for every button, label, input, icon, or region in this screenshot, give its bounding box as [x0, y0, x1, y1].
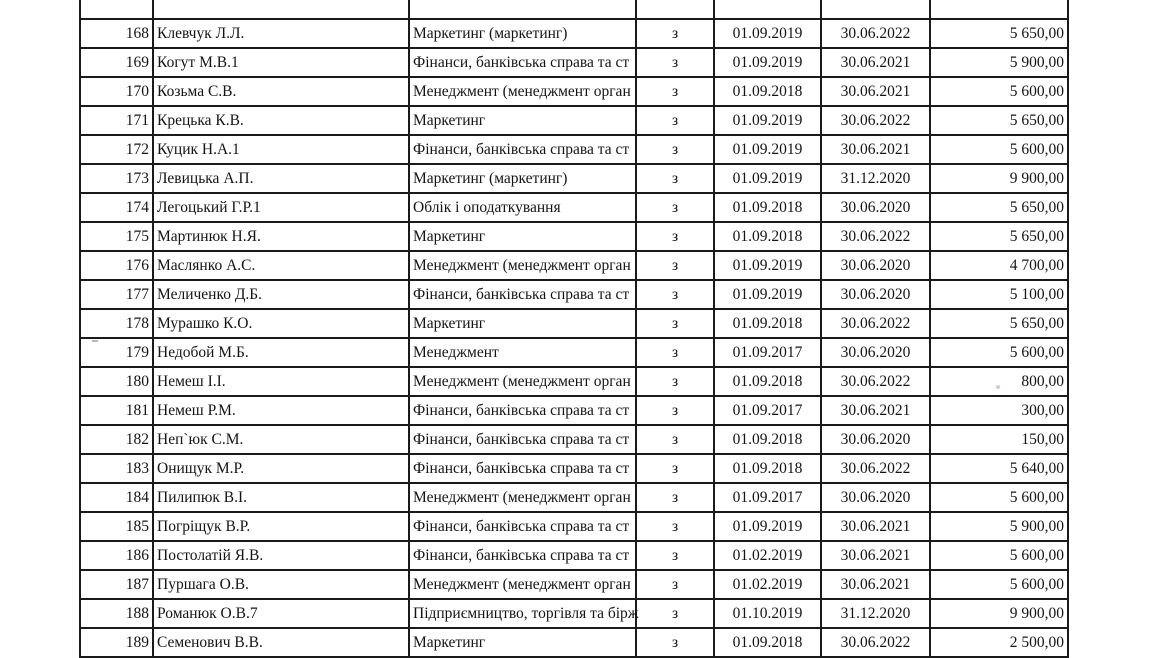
row-number: 184 [80, 483, 153, 512]
end-date: 30.06.2020 [821, 483, 930, 512]
row-number: 168 [80, 19, 153, 48]
end-date: 31.12.2020 [821, 164, 930, 193]
study-program: Облік і оподаткування [409, 193, 636, 222]
student-name: Крецька К.В. [153, 106, 409, 135]
start-date [714, 0, 821, 19]
term-code: з [636, 367, 714, 396]
student-name: Семенович В.В. [153, 628, 409, 657]
row-number: 186 [80, 541, 153, 570]
end-date: 30.06.2022 [821, 106, 930, 135]
student-name: Онищук М.Р. [153, 454, 409, 483]
study-program: Маркетинг [409, 628, 636, 657]
row-number: 170 [80, 77, 153, 106]
term-code [636, 0, 714, 19]
student-name: Маслянко А.С. [153, 251, 409, 280]
amount: 150,00 [930, 425, 1068, 454]
end-date: 30.06.2022 [821, 222, 930, 251]
student-name: Мурашко К.О. [153, 309, 409, 338]
amount: 5 600,00 [930, 541, 1068, 570]
end-date: 30.06.2021 [821, 512, 930, 541]
amount: 5 600,00 [930, 77, 1068, 106]
student-name: Немеш І.І. [153, 367, 409, 396]
table-row [80, 570, 1068, 599]
student-name: Меличенко Д.Б. [153, 280, 409, 309]
study-program: Менеджмент (менеджмент орган [409, 77, 636, 106]
start-date: 01.09.2018 [714, 193, 821, 222]
start-date: 01.09.2019 [714, 251, 821, 280]
student-name: Мартинюк Н.Я. [153, 222, 409, 251]
end-date [821, 0, 930, 19]
start-date: 01.09.2018 [714, 77, 821, 106]
amount: 9 900,00 [930, 599, 1068, 628]
study-program: Фінанси, банківська справа та ст [409, 280, 636, 309]
study-program: Маркетинг [409, 309, 636, 338]
end-date: 30.06.2021 [821, 570, 930, 599]
study-program: Фінанси, банківська справа та ст [409, 454, 636, 483]
amount: 800,00 [930, 367, 1068, 396]
start-date: 01.09.2019 [714, 19, 821, 48]
scan-mark [92, 340, 98, 342]
start-date: 01.09.2019 [714, 135, 821, 164]
table-row [80, 222, 1068, 251]
table-row [80, 19, 1068, 48]
student-name: Клевчук Л.Л. [153, 19, 409, 48]
row-number: 188 [80, 599, 153, 628]
study-program: Маркетинг (маркетинг) [409, 164, 636, 193]
amount: 5 650,00 [930, 193, 1068, 222]
start-date: 01.09.2019 [714, 106, 821, 135]
start-date: 01.09.2017 [714, 396, 821, 425]
student-name: Пуршага О.В. [153, 570, 409, 599]
amount: 5 600,00 [930, 570, 1068, 599]
table-row [80, 48, 1068, 77]
start-date: 01.09.2017 [714, 483, 821, 512]
end-date: 30.06.2022 [821, 309, 930, 338]
student-name: Пилипюк В.І. [153, 483, 409, 512]
student-name: Козьма С.В. [153, 77, 409, 106]
study-program: Підприємництво, торгівля та бірж [409, 599, 636, 628]
start-date: 01.09.2019 [714, 164, 821, 193]
student-name: Немеш Р.М. [153, 396, 409, 425]
end-date: 30.06.2021 [821, 541, 930, 570]
end-date: 30.06.2022 [821, 454, 930, 483]
study-program: Менеджмент (менеджмент орган [409, 570, 636, 599]
student-payments-table [79, 0, 1069, 658]
study-program: Маркетинг (маркетинг) [409, 19, 636, 48]
end-date: 31.12.2020 [821, 599, 930, 628]
row-number: 169 [80, 48, 153, 77]
term-code: з [636, 483, 714, 512]
row-number: 180 [80, 367, 153, 396]
row-number: 171 [80, 106, 153, 135]
start-date: 01.09.2017 [714, 338, 821, 367]
study-program: Фінанси, банківська справа та ст [409, 512, 636, 541]
start-date: 01.02.2019 [714, 570, 821, 599]
student-name: Когут М.В.1 [153, 48, 409, 77]
amount: 5 600,00 [930, 135, 1068, 164]
table-row [80, 396, 1068, 425]
study-program [409, 0, 636, 19]
row-number: 189 [80, 628, 153, 657]
student-name: Романюк О.В.7 [153, 599, 409, 628]
study-program: Фінанси, банківська справа та ст [409, 396, 636, 425]
student-name: Легоцький Г.Р.1 [153, 193, 409, 222]
term-code: з [636, 106, 714, 135]
term-code: з [636, 425, 714, 454]
study-program: Фінанси, банківська справа та ст [409, 135, 636, 164]
end-date: 30.06.2020 [821, 280, 930, 309]
table-row [80, 106, 1068, 135]
student-name: Погріщук В.Р. [153, 512, 409, 541]
term-code: з [636, 454, 714, 483]
row-number: 172 [80, 135, 153, 164]
term-code: з [636, 541, 714, 570]
row-number [80, 0, 153, 19]
start-date: 01.09.2018 [714, 309, 821, 338]
term-code: з [636, 135, 714, 164]
table-row [80, 454, 1068, 483]
start-date: 01.02.2019 [714, 541, 821, 570]
term-code: з [636, 628, 714, 657]
start-date: 01.09.2019 [714, 48, 821, 77]
amount [930, 0, 1068, 19]
student-name: Недобой М.Б. [153, 338, 409, 367]
table-row [80, 367, 1068, 396]
study-program: Фінанси, банківська справа та ст [409, 425, 636, 454]
start-date: 01.09.2018 [714, 454, 821, 483]
amount: 2 500,00 [930, 628, 1068, 657]
row-number: 182 [80, 425, 153, 454]
end-date: 30.06.2020 [821, 193, 930, 222]
start-date: 01.09.2018 [714, 367, 821, 396]
row-number: 176 [80, 251, 153, 280]
end-date: 30.06.2020 [821, 338, 930, 367]
study-program: Фінанси, банківська справа та ст [409, 48, 636, 77]
amount: 5 640,00 [930, 454, 1068, 483]
row-number: 177 [80, 280, 153, 309]
term-code: з [636, 570, 714, 599]
table-row [80, 541, 1068, 570]
study-program: Менеджмент (менеджмент орган [409, 367, 636, 396]
term-code: з [636, 193, 714, 222]
term-code: з [636, 599, 714, 628]
term-code: з [636, 512, 714, 541]
table-row [80, 512, 1068, 541]
end-date: 30.06.2021 [821, 135, 930, 164]
term-code: з [636, 77, 714, 106]
end-date: 30.06.2021 [821, 48, 930, 77]
row-number: 174 [80, 193, 153, 222]
term-code: з [636, 396, 714, 425]
table-row [80, 599, 1068, 628]
term-code: з [636, 280, 714, 309]
term-code: з [636, 338, 714, 367]
end-date: 30.06.2022 [821, 628, 930, 657]
row-number: 173 [80, 164, 153, 193]
scan-speck [996, 385, 1000, 389]
student-name: Неп`юк С.М. [153, 425, 409, 454]
amount: 5 900,00 [930, 48, 1068, 77]
start-date: 01.10.2019 [714, 599, 821, 628]
student-name [153, 0, 409, 19]
row-number: 187 [80, 570, 153, 599]
amount: 5 600,00 [930, 483, 1068, 512]
row-number: 179 [80, 338, 153, 367]
table-row [80, 0, 1068, 19]
table-row [80, 135, 1068, 164]
amount: 300,00 [930, 396, 1068, 425]
start-date: 01.09.2018 [714, 222, 821, 251]
start-date: 01.09.2018 [714, 425, 821, 454]
term-code: з [636, 48, 714, 77]
amount: 5 650,00 [930, 19, 1068, 48]
study-program: Маркетинг [409, 222, 636, 251]
amount: 5 650,00 [930, 106, 1068, 135]
end-date: 30.06.2021 [821, 396, 930, 425]
row-number: 175 [80, 222, 153, 251]
study-program: Менеджмент [409, 338, 636, 367]
end-date: 30.06.2022 [821, 367, 930, 396]
table-row [80, 338, 1068, 367]
amount: 5 650,00 [930, 222, 1068, 251]
amount: 5 900,00 [930, 512, 1068, 541]
end-date: 30.06.2022 [821, 19, 930, 48]
table-row [80, 425, 1068, 454]
start-date: 01.09.2019 [714, 512, 821, 541]
study-program: Менеджмент (менеджмент орган [409, 483, 636, 512]
study-program: Фінанси, банківська справа та ст [409, 541, 636, 570]
amount: 9 900,00 [930, 164, 1068, 193]
row-number: 185 [80, 512, 153, 541]
row-number: 178 [80, 309, 153, 338]
table-row [80, 77, 1068, 106]
table-body [80, 0, 1068, 657]
row-number: 183 [80, 454, 153, 483]
study-program: Маркетинг [409, 106, 636, 135]
amount: 5 600,00 [930, 338, 1068, 367]
amount: 5 650,00 [930, 309, 1068, 338]
start-date: 01.09.2018 [714, 628, 821, 657]
row-number: 181 [80, 396, 153, 425]
table-row [80, 309, 1068, 338]
table-row [80, 251, 1068, 280]
term-code: з [636, 19, 714, 48]
term-code: з [636, 222, 714, 251]
amount: 5 100,00 [930, 280, 1068, 309]
amount: 4 700,00 [930, 251, 1068, 280]
table-row [80, 193, 1068, 222]
end-date: 30.06.2020 [821, 251, 930, 280]
table-row [80, 483, 1068, 512]
end-date: 30.06.2020 [821, 425, 930, 454]
start-date: 01.09.2019 [714, 280, 821, 309]
table-row [80, 164, 1068, 193]
term-code: з [636, 251, 714, 280]
term-code: з [636, 309, 714, 338]
table-row [80, 280, 1068, 309]
term-code: з [636, 164, 714, 193]
study-program: Менеджмент (менеджмент орган [409, 251, 636, 280]
student-name: Постолатій Я.В. [153, 541, 409, 570]
student-name: Левицька А.П. [153, 164, 409, 193]
table-row [80, 628, 1068, 657]
student-name: Куцик Н.А.1 [153, 135, 409, 164]
end-date: 30.06.2021 [821, 77, 930, 106]
